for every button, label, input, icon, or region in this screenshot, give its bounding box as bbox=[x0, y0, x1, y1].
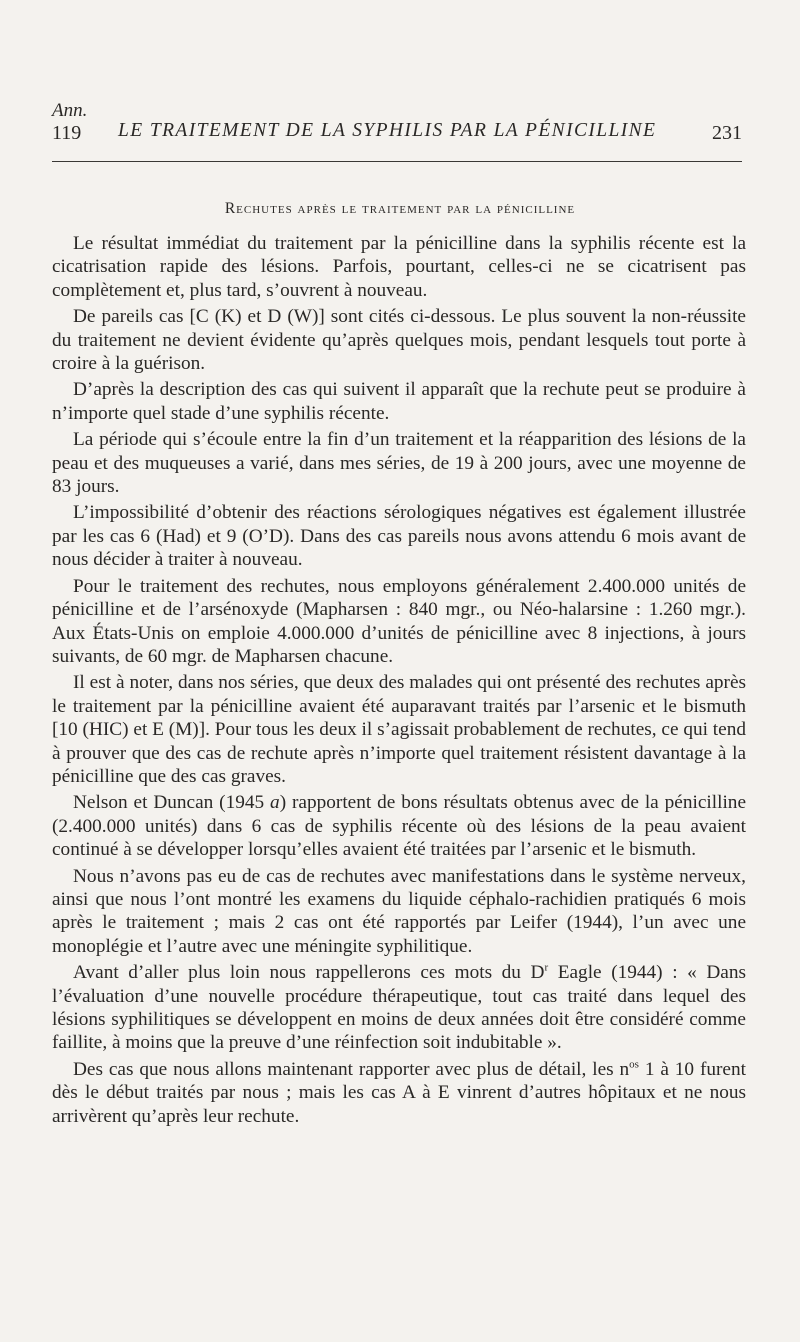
paragraph: De pareils cas [C (K) et D (W)] sont cités ci-dessous. Le plus souvent la non-réussite du traitement ne devient évidente qu’après quelques mois, pendant lesquels tout porte à croire à la guérison. bbox=[52, 306, 746, 375]
paragraph bbox=[52, 1058, 746, 1128]
text-run: Des cas que nous allons maintenant rapporter avec plus de détail, les n bbox=[73, 1058, 630, 1080]
text-run: Avant d’aller plus loin nous rappellerons ces mots du D bbox=[73, 962, 545, 984]
header-rule bbox=[52, 161, 742, 162]
text-run: Eagle (1944) : « Dans l’évaluation d’une nouvelle procédure thérapeutique, tout cas traité dans lequel des lésions syphilitiques se développent en moins de deux années doit être considéré comme faillite, à moins que la preuve d’une réinfection soit indubitable ». bbox=[52, 962, 746, 1054]
paragraph: Nous n’avons pas eu de cas de rechutes avec manifestations dans le système nerveux, ainsi que nous l’ont montré les examens du liquide céphalo-rachidien pratiqués 6 mois après le traitement ; mais 2 cas ont été rapportés par Leifer (1944), l’un avec une monoplégie et l’autre avec une méningite syphilitique. bbox=[52, 865, 746, 957]
text-run: ) rapportent de bons résultats obtenus avec de la pénicilline (2.400.000 unités) dans 6 cas de syphilis récente où des lésions de la peau avaient continué à se développer lorsqu’elles avaient été traitées par l’arsenic et le bismuth. bbox=[52, 792, 746, 861]
citation-suffix: a bbox=[270, 792, 280, 814]
series-abbreviation: Ann. bbox=[52, 100, 88, 121]
running-title: LE TRAITEMENT DE LA SYPHILIS PAR LA PÉNICILLINE bbox=[118, 120, 657, 141]
page-number: 231 bbox=[712, 122, 742, 144]
superscript: os bbox=[629, 1058, 639, 1071]
paragraph: Pour le traitement des rechutes, nous employons généralement 2.400.000 unités de pénicilline et de l’arsénoxyde (Mapharsen : 840 mgr., ou Néo-halarsine : 1.260 mgr.). Aux États-Unis on emploie 4.000.000 d’unités de pénicilline avec 8 injections, à jours suivants, de 60 mgr. de Mapharsen chacune. bbox=[52, 575, 746, 667]
paragraph: Il est à noter, dans nos séries, que deux des malades qui ont présenté des rechutes après le traitement par la pénicilline avaient été auparavant traités par l’arsenic et le bismuth [10 (HIC) et E (M)]. Pour tous les deux il s’agissait probablement de rechutes, ce qui tend à prouver que des cas de rechute après n’importe quel traitement résistent davantage à la pénicilline que des cas graves. bbox=[52, 672, 746, 787]
paragraph bbox=[52, 961, 746, 1055]
section-heading: Rechutes après le traitement par la pénicilline bbox=[224, 200, 576, 217]
text-run: 1 à 10 furent dès le début traités par nous ; mais les cas A à E vinrent d’autres hôpitaux et ne nous arrivèrent qu’après leur rechute. bbox=[52, 1058, 746, 1127]
text-run: Nelson et Duncan (1945 bbox=[73, 792, 271, 814]
paragraph: D’après la description des cas qui suivent il apparaît que la rechute peut se produire à n’importe quel stade d’une syphilis récente. bbox=[52, 379, 746, 424]
paragraph: L’impossibilité d’obtenir des réactions sérologiques négatives est également illustrée par les cas 6 (Had) et 9 (O’D). Dans des cas pareils nous avons attendu 6 mois avant de nous décider à traiter à nouveau. bbox=[52, 502, 746, 571]
body-text bbox=[52, 232, 746, 1131]
paragraph bbox=[52, 791, 746, 861]
paragraph: La période qui s’écoule entre la fin d’un traitement et la réapparition des lésions de la peau et des muqueuses a varié, dans mes séries, de 19 à 200 jours, avec une moyenne de 83 jours. bbox=[52, 429, 746, 498]
paragraph: Le résultat immédiat du traitement par la pénicilline dans la syphilis récente est la cicatrisation rapide des lésions. Parfois, pourtant, celles-ci ne se cicatrisent pas complètement et, plus tard, s’ouvrent à nouveau. bbox=[52, 233, 746, 301]
running-header bbox=[52, 100, 742, 160]
volume-number: 119 bbox=[52, 122, 82, 144]
superscript: r bbox=[544, 961, 549, 974]
